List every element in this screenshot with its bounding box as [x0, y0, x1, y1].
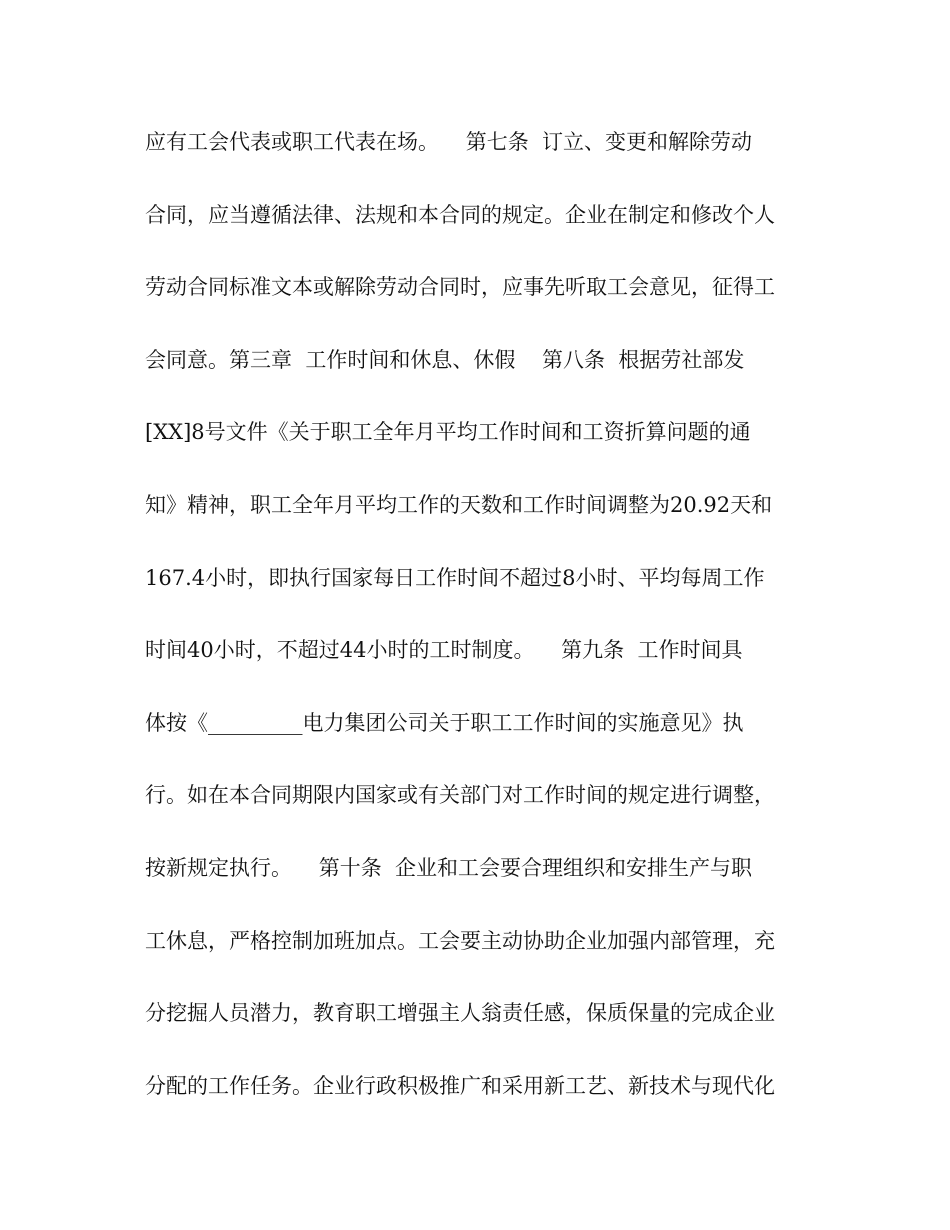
text-line-12: 工休息，严格控制加班加点。工会要主动协助企业加强内部管理，充	[145, 928, 775, 953]
text-line-10: 行。如在本合同期限内国家或有关部门对工作时间的规定进行调整，	[145, 783, 775, 808]
text-line-5: [XX]8号文件《关于职工全年月平均工作时间和工资折算问题的通	[145, 420, 751, 445]
text-line-1: 应有工会代表或职工代表在场。 第七条 订立、变更和解除劳动	[145, 130, 753, 154]
text-line-9: 体按《_________电力集团公司关于职工工作时间的实施意见》执	[145, 710, 744, 735]
text-line-8: 时间40小时，不超过44小时的工时制度。 第九条 工作时间具	[145, 638, 743, 663]
text-line-11: 按新规定执行。 第十条 企业和工会要合理组织和安排生产与职	[145, 855, 753, 880]
text-line-14: 分配的工作任务。企业行政积极推广和采用新工艺、新技术与现代化	[145, 1073, 775, 1098]
text-line-6: 知》精神，职工全年月平均工作的天数和工作时间调整为20.92天和	[145, 492, 773, 517]
text-line-3: 劳动合同标准文本或解除劳动合同时，应事先听取工会意见，征得工	[145, 275, 775, 300]
text-line-7: 167.4小时，即执行国家每日工作时间不超过8小时、平均每周工作	[145, 565, 765, 590]
text-line-2: 合同，应当遵循法律、法规和本合同的规定。企业在制定和修改个人	[145, 202, 775, 227]
text-line-4: 会同意。第三章 工作时间和休息、休假 第八条 根据劳社部发	[145, 347, 745, 372]
text-line-13: 分挖掘人员潜力，教育职工增强主人翁责任感，保质保量的完成企业	[145, 1001, 775, 1026]
body-text	[145, 118, 825, 1134]
